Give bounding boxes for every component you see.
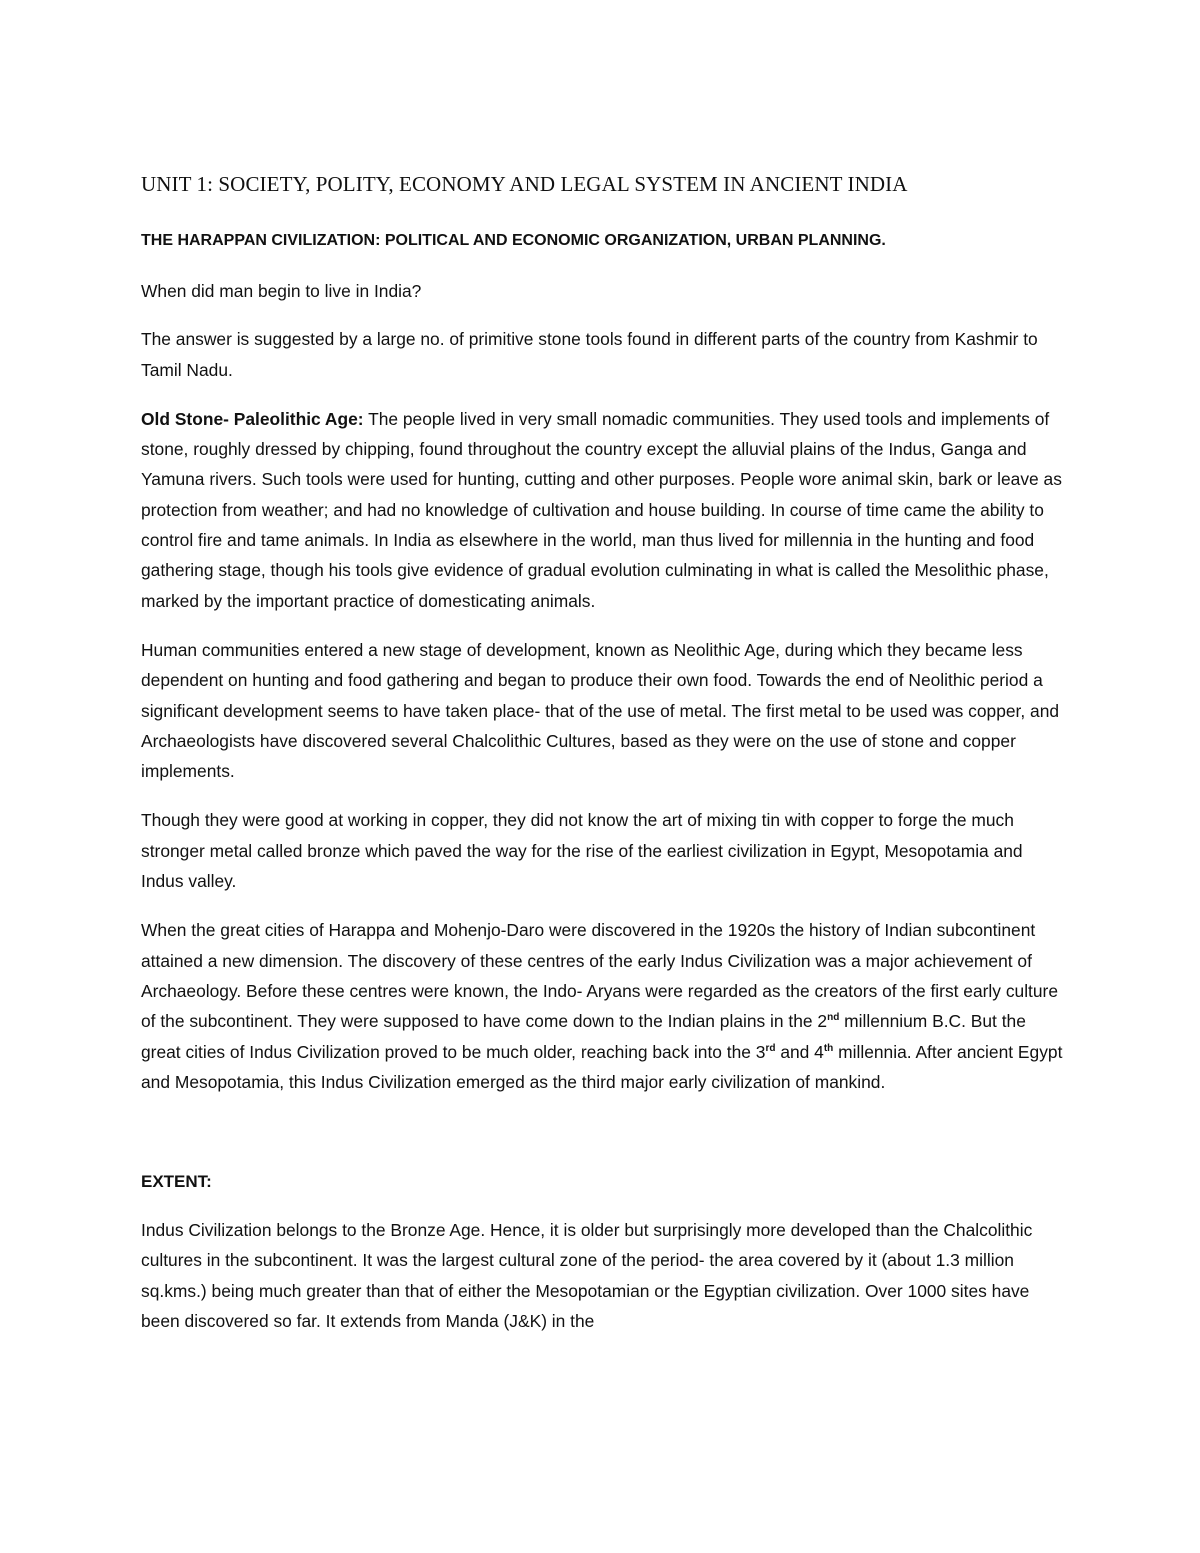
text-run: When the great cities of Harappa and Mohenjo-Daro were discovered in the 1920s the history of Indian subcontinent attained a new dimension. The discovery of these centres of the early Indus Civilization was a major achievement of Archaeology. Before these centres were known, the Indo- Aryans were regarded as the creators of the first early culture of the subcontinent. They were supposed to have come down to the Indian plains in the 2: [141, 920, 1059, 1032]
text-run: millennia. After ancient Egypt and Mesopotamia, this Indus Civilization emerged as the third major early civilization of mankind.: [141, 1041, 1063, 1092]
paragraph-stone-tools: The answer is suggested by a large no. of primitive stone tools found in different parts of the country from Kashmir to Tamil Nadu.: [141, 329, 1038, 380]
unit-title: UNIT 1: SOCIETY, POLITY, ECONOMY AND LEGAL SYSTEM IN ANCIENT INDIA: [141, 172, 908, 196]
question-paragraph: When did man begin to live in India?: [141, 281, 422, 301]
paragraph-harappa-discovery: [141, 915, 1066, 1097]
superscript: rd: [765, 1042, 776, 1054]
paragraph-neolithic: Human communities entered a new stage of development, known as Neolithic Age, during which they became less dependent on hunting and food gathering and began to produce their own food. Towards the end of Neolithic period a significant development seems to have taken place- that of the use of metal. The first metal to be used was copper, and Archaeologists have discovered several Chalcolithic Cultures, based as they were on the use of stone and copper implements.: [141, 639, 1060, 782]
section-title: THE HARAPPAN CIVILIZATION: POLITICAL AND ECONOMIC ORGANIZATION, URBAN PLANNING.: [141, 232, 886, 249]
superscript: nd: [827, 1012, 840, 1024]
paleolithic-heading: Old Stone- Paleolithic Age:: [141, 408, 364, 429]
text-run: and 4: [775, 1041, 824, 1062]
extent-heading: EXTENT:: [141, 1172, 212, 1192]
paragraph-extent: Indus Civilization belongs to the Bronze Age. Hence, it is older but surprisingly more developed than the Chalcolithic cultures in the subcontinent. It was the largest cultural zone of the period- the area covered by it (about 1.3 million sq.kms.) being much greater than that of either the Mesopotamian or the Egyptian civilization. Over 1000 sites have been discovered so far. It extends from Manda (J&K) in the: [141, 1220, 1033, 1332]
paragraph-bronze: Though they were good at working in copper, they did not know the art of mixing tin with copper to forge the much stronger metal called bronze which paved the way for the rise of the earliest civilization in Egypt, Mesopotamia and Indus valley.: [141, 810, 1023, 892]
paragraph-paleolithic: [141, 404, 1066, 616]
superscript: th: [823, 1042, 834, 1054]
text-run: millennium B.C. But the great cities of Indus Civilization proved to be much older, reaching back into the 3: [141, 1011, 1026, 1062]
document-page: [141, 168, 1066, 1355]
paleolithic-body: The people lived in very small nomadic communities. They used tools and implements of stone, roughly dressed by chipping, found throughout the country except the alluvial plains of the Indus, Ganga and Yamuna rivers. Such tools were used for hunting, cutting and other purposes. People wore animal skin, bark or leave as protection from weather; and had no knowledge of cultivation and house building. In course of time came the ability to control fire and tame animals. In India as elsewhere in the world, man thus lived for millennia in the hunting and food gathering stage, though his tools give evidence of gradual evolution culminating in what is called the Mesolithic phase, marked by the important practice of domesticating animals.: [141, 408, 1062, 611]
